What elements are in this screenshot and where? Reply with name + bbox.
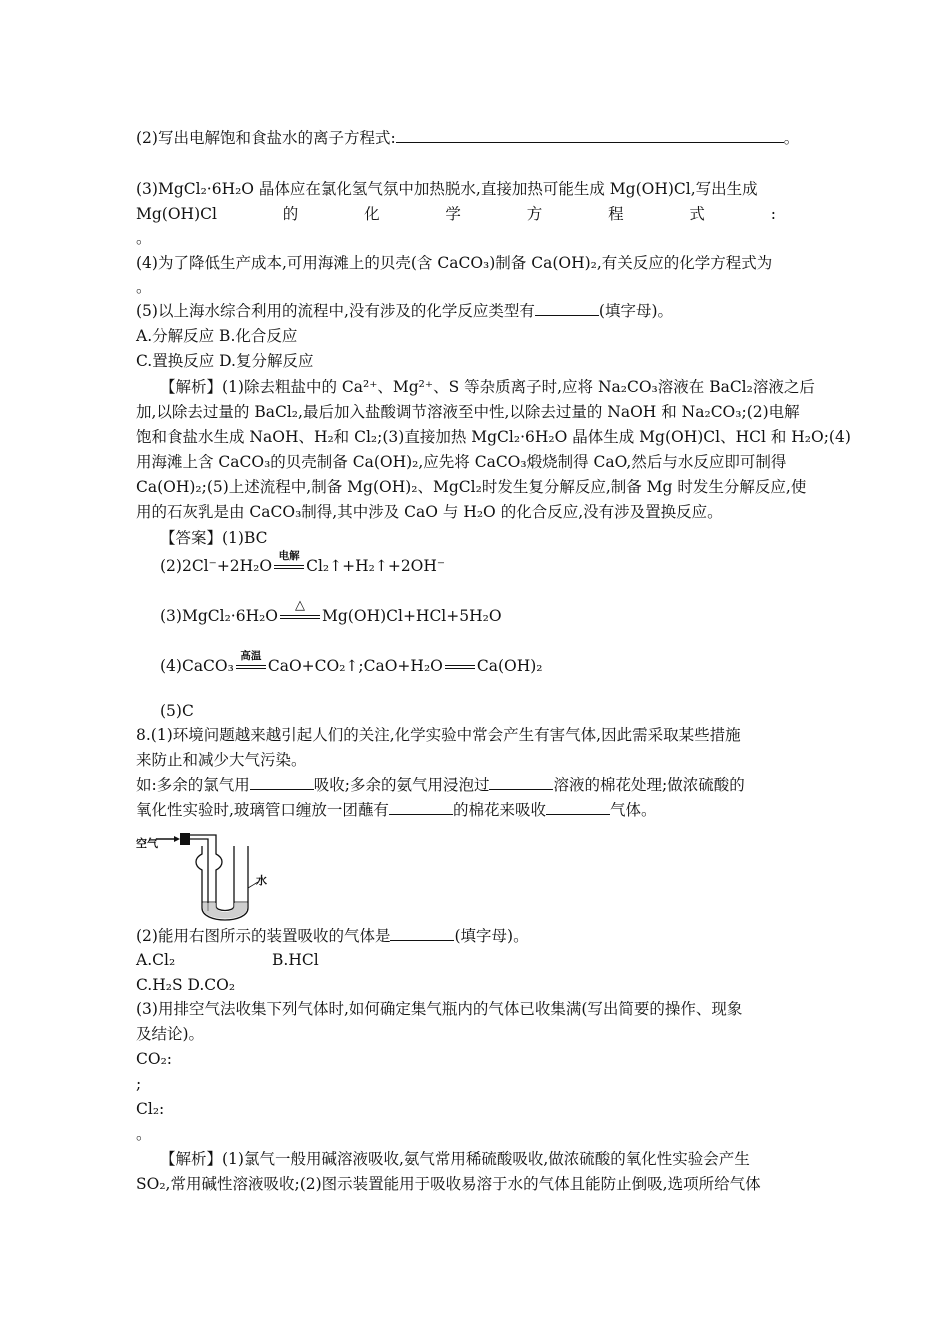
stopper: [180, 833, 190, 845]
water-label: 水: [256, 874, 267, 887]
analysis1-line4: 用海滩上含 CaCO₃的贝壳制备 Ca(OH)₂,应先将 CaCO₃煅烧制得 CaO,然后与水反应即可制得: [136, 453, 787, 471]
q8-line1: 8.(1)环境问题越来越引起人们的关注,化学实验中常会产生有害气体,因此需采取某些措施: [136, 726, 741, 744]
answer-blank: [489, 774, 553, 790]
reaction-arrow: 电解: [274, 562, 304, 572]
analysis2-line2: SO₂,常用碱性溶液吸收;(2)图示装置能用于吸收易溶于水的气体且能防止倒吸,选项所给气体: [136, 1175, 761, 1193]
q5-options-ab: A.分解反应 B.化合反应: [136, 327, 298, 345]
reaction-arrow: [445, 662, 475, 672]
q8-line3: 如:多余的氯气用 吸收;多余的氨气用浸泡过 溶液的棉花处理;做浓硫酸的: [136, 776, 745, 794]
q8-part2-options-ab: A.Cl₂ B.HCl: [136, 951, 319, 969]
gas-absorption-u-tube-diagram: [136, 826, 286, 926]
q8-semicolon: ;: [136, 1075, 142, 1093]
q5-line: (5)以上海水综合利用的流程中,没有涉及的化学反应类型有 (填字母)。: [136, 302, 673, 320]
q8-cl2-label: Cl₂:: [136, 1100, 165, 1118]
reaction-arrow: △: [280, 612, 320, 622]
q8-part2-line: (2)能用右图所示的装置吸收的气体是 (填字母)。: [136, 927, 529, 945]
answer-blank: [535, 300, 599, 316]
q8-part3-line1: (3)用排空气法收集下列气体时,如何确定集气瓶内的气体已收集满(写出简要的操作、现象: [136, 1000, 743, 1018]
q5-options-cd: C.置换反应 D.复分解反应: [136, 352, 314, 370]
analysis2-line1: 【解析】(1)氯气一般用碱溶液吸收,氨气常用稀硫酸吸收,做浓硫酸的氧化性实验会产生: [160, 1150, 750, 1168]
answer1-equation4: (4)CaCO₃ 高温 CaO+CO₂↑;CaO+H₂O Ca(OH)₂: [160, 650, 543, 675]
answer1-line1: 【答案】(1)BC: [160, 529, 268, 547]
answer-blank: [546, 799, 610, 815]
q8-line4: 氧化性实验时,玻璃管口缠放一团蘸有 的棉花来吸收 气体。: [136, 801, 657, 819]
answer-blank: [250, 774, 314, 790]
answer1-equation3: (3)MgCl₂·6H₂O △ Mg(OH)Cl+HCl+5H₂O: [160, 598, 502, 625]
air-label: 空气: [136, 837, 158, 850]
analysis1-line6: 用的石灰乳是由 CaCO₃制得,其中涉及 CaO 与 H₂O 的化合反应,没有涉及置换反应。: [136, 503, 723, 521]
u-tube-inner: [190, 835, 234, 911]
q8-part3-line2: 及结论)。: [136, 1025, 205, 1043]
answer-blank: [390, 925, 454, 941]
answer1-line5: (5)C: [160, 702, 194, 720]
q2-line: (2)写出电解饱和食盐水的离子方程式: 。: [136, 129, 800, 147]
q8-end-mark: 。: [136, 1125, 152, 1143]
analysis1-line2: 加,以除去过量的 BaCl₂,最后加入盐酸调节溶液至中性,以除去过量的 NaOH 和 Na₂CO₃;(2)电解: [136, 403, 800, 421]
answer-blank: [396, 127, 784, 143]
answer-blank: [389, 799, 453, 815]
arrow-head: [174, 836, 180, 842]
q8-line2: 来防止和减少大气污染。: [136, 751, 307, 769]
analysis1-line1: 【解析】(1)除去粗盐中的 Ca²⁺、Mg²⁺、S 等杂质离子时,应将 Na₂CO₃溶液在 BaCl₂溶液之后: [160, 378, 815, 396]
reaction-arrow: 高温: [236, 662, 266, 672]
q3-line2: Mg(OH)Cl 的 化 学 方 程 式 :: [136, 205, 776, 223]
inlet-tube: [190, 839, 208, 911]
analysis1-line5: Ca(OH)₂;(5)上述流程中,制备 Mg(OH)₂、MgCl₂时发生复分解反应,制备 Mg 时发生分解反应,使: [136, 478, 807, 496]
q4-line1: (4)为了降低生产成本,可用海滩上的贝壳(含 CaCO₃)制备 Ca(OH)₂,有关反应的化学方程式为: [136, 254, 773, 272]
q3-line1: (3)MgCl₂·6H₂O 晶体应在氯化氢气氛中加热脱水,直接加热可能生成 Mg(OH)Cl,写出生成: [136, 180, 758, 198]
q8-co2-label: CO₂:: [136, 1050, 173, 1068]
q4-line2: 。: [136, 278, 152, 296]
answer1-equation2: (2)2Cl⁻+2H₂O 电解 Cl₂↑+H₂↑+2OH⁻: [160, 550, 446, 575]
q3-line3: 。: [136, 229, 152, 247]
analysis1-line3: 饱和食盐水生成 NaOH、H₂和 Cl₂;(3)直接加热 MgCl₂·6H₂O 晶体生成 Mg(OH)Cl、HCl 和 H₂O;(4): [136, 428, 851, 446]
q8-part2-options-cd: C.H₂S D.CO₂: [136, 976, 236, 994]
